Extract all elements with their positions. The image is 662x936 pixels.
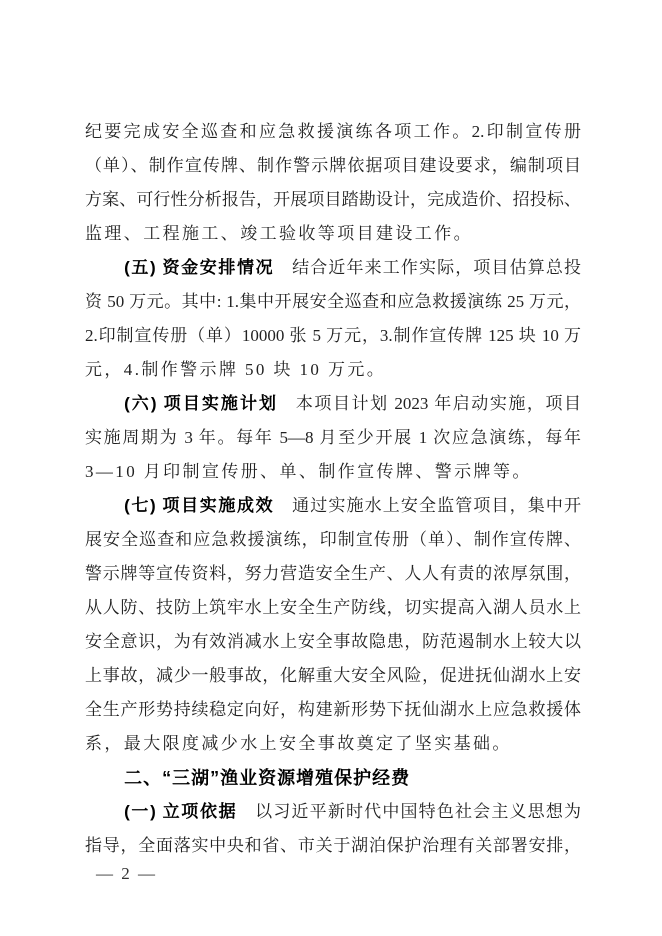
section-heading-funding: (五) 资金安排情况	[124, 258, 275, 277]
line-text: 警示牌等宣传资料，努力营造安全生产、人人有责的浓厚氛围，	[85, 564, 581, 583]
paragraph-line	[85, 115, 581, 149]
paragraph-line	[85, 659, 581, 693]
line-text: 系，最大限度减少水上安全事故奠定了坚实基础。	[85, 734, 512, 753]
line-text: （单）、制作宣传牌、制作警示牌依据项目建设要求，编制项目	[85, 156, 581, 175]
paragraph-line	[85, 217, 581, 251]
line-text: 上事故，减少一般事故，化解重大安全风险，促进抚仙湖水上安	[85, 666, 581, 685]
section-heading-schedule: (六) 项目实施计划	[124, 394, 279, 413]
paragraph-line	[85, 795, 581, 829]
line-text: 指导，全面落实中央和省、市关于湖泊保护治理有关部署安排，	[85, 836, 581, 855]
paragraph-line	[85, 455, 581, 489]
line-text: 结合近年来工作实际，项目估算总投	[292, 258, 581, 277]
paragraph-line	[85, 149, 581, 183]
paragraph-line	[85, 353, 581, 387]
chapter-heading-three-lakes: 二、“三湖”渔业资源增殖保护经费	[124, 768, 411, 788]
paragraph-line	[85, 523, 581, 557]
line-text: 3—10 月印制宣传册、单、制作宣传牌、警示牌等。	[85, 462, 532, 481]
paragraph-line	[85, 591, 581, 625]
line-text: 实施周期为 3 年。每年 5—8 月至少开展 1 次应急演练，每年	[85, 428, 581, 447]
line-text: 通过实施水上安全监管项目，集中开	[292, 496, 581, 515]
section-heading-results: (七) 项目实施成效	[124, 496, 275, 515]
line-text: 方案、可行性分析报告，开展项目踏勘设计，完成造价、招投标、	[85, 190, 581, 209]
paragraph-line	[85, 557, 581, 591]
paragraph-line	[85, 829, 581, 863]
paragraph-line	[85, 387, 581, 421]
page-number: — 2 —	[96, 864, 157, 883]
line-text: 展安全巡查和应急救援演练，印制宣传册（单）、制作宣传牌、	[85, 530, 581, 549]
paragraph-line	[85, 183, 581, 217]
paragraph-line	[85, 489, 581, 523]
paragraph-line	[85, 285, 581, 319]
line-text: 纪要完成安全巡查和应急救援演练各项工作。2.印制宣传册	[85, 122, 581, 141]
line-text: 资 50 万元。其中: 1.集中开展安全巡查和应急救援演练 25 万元，	[85, 292, 581, 311]
body-text	[85, 115, 581, 863]
line-text: 监理、工程施工、竣工验收等项目建设工作。	[85, 224, 473, 243]
line-text: 元，4.制作警示牌 50 块 10 万元。	[85, 360, 387, 379]
line-text: 以习近平新时代中国特色社会主义思想为	[255, 802, 581, 821]
chapter-heading-line	[85, 761, 581, 795]
paragraph-line	[85, 319, 581, 353]
line-text: 安全意识，为有效消减水上安全事故隐患，防范遏制水上较大以	[85, 632, 581, 651]
paragraph-line	[85, 421, 581, 455]
line-text: 从人防、技防上筑牢水上安全生产防线，切实提高入湖人员水上	[85, 598, 581, 617]
line-text: 本项目计划 2023 年启动实施，项目	[295, 394, 581, 413]
section-heading-basis: (一) 立项依据	[124, 802, 238, 821]
paragraph-line	[85, 727, 581, 761]
paragraph-line	[85, 251, 581, 285]
paragraph-line	[85, 693, 581, 727]
line-text: 2.印制宣传册（单）10000 张 5 万元，3.制作宣传牌 125 块 10 万	[85, 326, 581, 345]
line-text: 全生产形势持续稳定向好，构建新形势下抚仙湖水上应急救援体	[85, 700, 581, 719]
paragraph-line	[85, 625, 581, 659]
